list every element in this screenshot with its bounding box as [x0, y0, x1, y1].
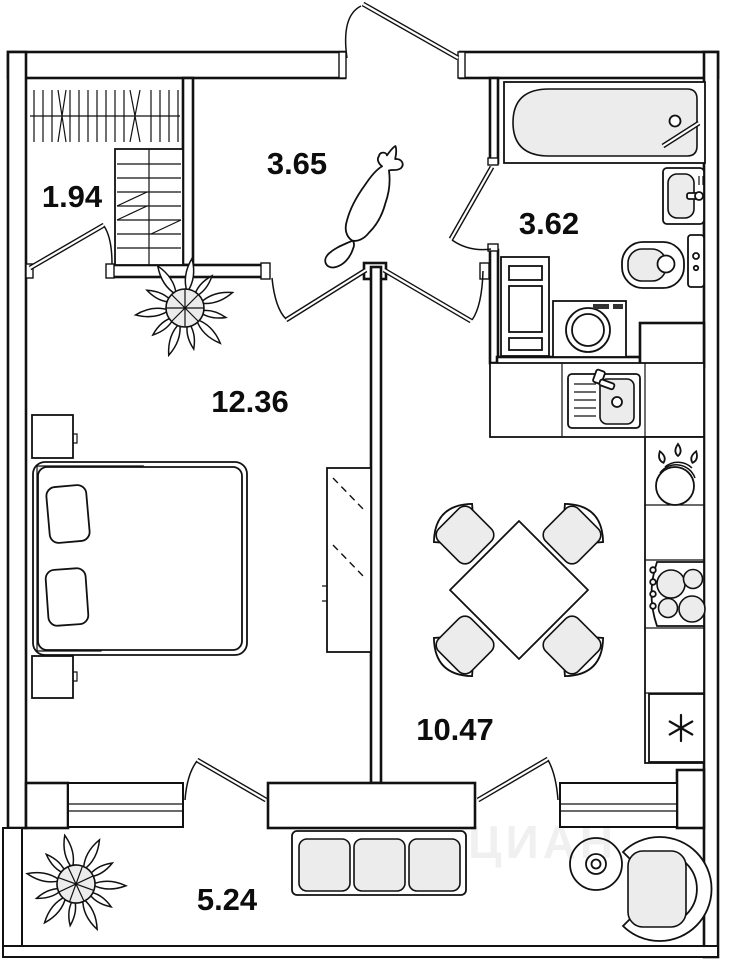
toilet-icon	[622, 235, 704, 288]
watermark: ЦИАН	[468, 816, 618, 868]
balcony-door-bedroom	[185, 760, 266, 800]
entrance-door	[346, 4, 458, 58]
bathroom-cabinet-icon	[501, 257, 549, 356]
room-area-hallway: 3.65	[266, 146, 328, 181]
room-area-bathroom: 3.62	[518, 206, 580, 241]
wardrobe-fittings	[30, 90, 183, 265]
nightstand-icon	[32, 415, 77, 458]
room-area-wardrobe: 1.94	[41, 179, 103, 214]
bathtub-icon	[504, 82, 705, 163]
bedroom-furniture	[32, 415, 371, 698]
kitchen-sink-icon	[568, 369, 640, 428]
armchair-icon	[623, 837, 712, 941]
bedroom-window	[68, 783, 183, 827]
kitchen-door	[384, 270, 483, 321]
room-area-kitchen: 10.47	[416, 712, 494, 747]
balcony-sofa-icon	[292, 831, 466, 895]
pillow-icon	[46, 484, 91, 543]
dining-set	[425, 495, 613, 686]
hanging-rail-icon	[30, 90, 180, 142]
room-area-balcony: 5.24	[196, 882, 258, 917]
refrigerator-icon	[649, 694, 704, 762]
washbasin-icon	[663, 168, 704, 224]
wardrobe-door	[30, 225, 112, 268]
bathroom-door	[451, 167, 492, 250]
doors	[30, 4, 558, 800]
room-area-bedroom: 12.36	[211, 384, 289, 419]
bedroom-door	[272, 270, 366, 320]
dog-icon	[323, 139, 409, 278]
double-bed-icon	[33, 462, 247, 655]
balcony-door-kitchen	[478, 759, 558, 800]
shelf-unit-icon	[115, 149, 183, 265]
plant-icon	[12, 820, 138, 946]
stove-icon	[650, 562, 705, 626]
wardrobe-cabinet-icon	[322, 468, 371, 652]
pillow-icon	[45, 568, 89, 627]
washing-machine-icon	[553, 301, 626, 357]
nightstand-icon	[32, 656, 77, 698]
